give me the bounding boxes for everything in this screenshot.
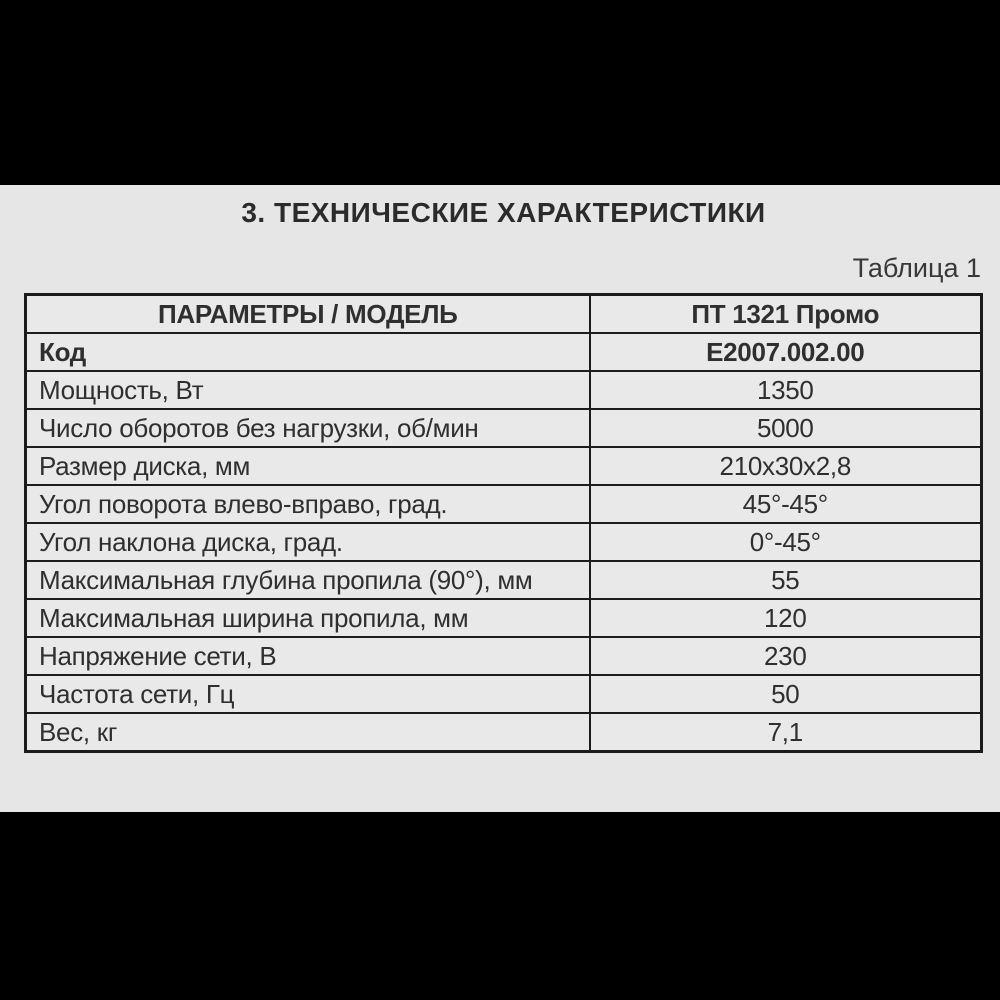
table-row — [26, 675, 982, 713]
section-title: 3. ТЕХНИЧЕСКИЕ ХАРАКТЕРИСТИКИ — [241, 197, 766, 228]
table-row — [26, 447, 982, 485]
table-caption: Таблица 1 — [852, 253, 981, 283]
table-row — [26, 371, 982, 409]
table-row — [26, 485, 982, 523]
top-black-bar — [0, 0, 1000, 185]
param-cell: Число оборотов без нагрузки, об/мин — [26, 409, 590, 447]
value-cell: 210х30х2,8 — [590, 447, 982, 485]
value-cell: 5000 — [590, 409, 982, 447]
param-cell: Угол наклона диска, град. — [26, 523, 590, 561]
bottom-black-bar — [0, 812, 1000, 1000]
header-parameters-model: ПАРАМЕТРЫ / МОДЕЛЬ — [26, 295, 590, 334]
param-cell: Максимальная глубина пропила (90°), мм — [26, 561, 590, 599]
table-row — [26, 599, 982, 637]
value-cell: 120 — [590, 599, 982, 637]
param-cell: Угол поворота влево-вправо, град. — [26, 485, 590, 523]
value-cell: 50 — [590, 675, 982, 713]
header-model-name: ПТ 1321 Промо — [590, 295, 982, 334]
table-row — [26, 561, 982, 599]
value-cell: 7,1 — [590, 713, 982, 752]
value-cell: Е2007.002.00 — [590, 333, 982, 371]
param-cell: Максимальная ширина пропила, мм — [26, 599, 590, 637]
param-cell: Вес, кг — [26, 713, 590, 752]
table-row — [26, 637, 982, 675]
param-cell: Мощность, Вт — [26, 371, 590, 409]
value-cell: 55 — [590, 561, 982, 599]
manual-page — [0, 185, 1000, 812]
value-cell: 45°-45° — [590, 485, 982, 523]
value-cell: 1350 — [590, 371, 982, 409]
table-row — [26, 333, 982, 371]
value-cell: 230 — [590, 637, 982, 675]
value-cell: 0°-45° — [590, 523, 982, 561]
param-cell: Код — [26, 333, 590, 371]
table-row — [26, 409, 982, 447]
param-cell: Размер диска, мм — [26, 447, 590, 485]
param-cell: Частота сети, Гц — [26, 675, 590, 713]
table-row — [26, 523, 982, 561]
table-header-row — [26, 295, 982, 334]
specifications-table — [24, 293, 983, 753]
table-row — [26, 713, 982, 752]
param-cell: Напряжение сети, В — [26, 637, 590, 675]
